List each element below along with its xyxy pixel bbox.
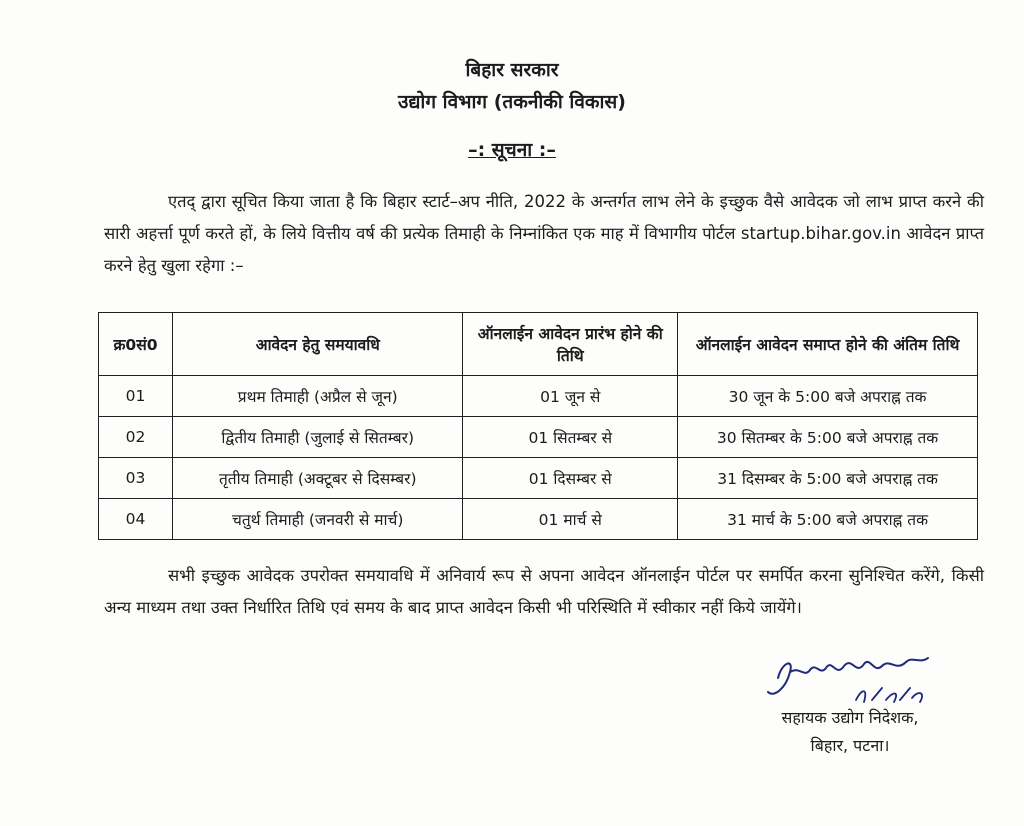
schedule-table bbox=[98, 312, 978, 540]
closing-paragraph: सभी इच्छुक आवेदक उपरोक्त समयावधि में अनिवार्य रूप से अपना आवेदन ऑनलाईन पोर्टल पर समर्पित करना सुनिश्चित करेंगे, किसी अन्य माध्यम तथा उक्त निर्धारित तिथि एवं समय के बाद प्राप्त आवेदन किसी भी परिस्थिति में स्वीकार नहीं किये जायेंगे। bbox=[104, 566, 984, 617]
cell-period: तृतीय तिमाही (अक्टूबर से दिसम्बर) bbox=[173, 458, 463, 499]
department-title: उद्योग विभाग (तकनीकी विकास) bbox=[398, 91, 626, 113]
cell-end-date: 31 दिसम्बर के 5:00 बजे अपराह्न तक bbox=[678, 458, 978, 499]
table-row bbox=[99, 417, 978, 458]
intro-paragraph: एतद् द्वारा सूचित किया जाता है कि बिहार स्टार्ट–अप नीति, 2022 के अन्तर्गत लाभ लेने के इच्छुक वैसे आवेदक जो लाभ प्राप्त करने की सारी अहर्त्ता पूर्ण करते हों, के लिये वित्तीय वर्ष की प्रत्येक तिमाही के निम्नांकित एक माह में विभागीय पोर्टल startup.bihar.gov.in आवेदन प्राप्त करने हेतु खुला रहेगा :– bbox=[104, 192, 984, 275]
notice-heading: –: सूचना :– bbox=[468, 139, 556, 161]
cell-end-date: 30 जून के 5:00 बजे अपराह्न तक bbox=[678, 376, 978, 417]
cell-start-date: 01 जून से bbox=[463, 376, 678, 417]
cell-serial: 01 bbox=[99, 376, 173, 417]
cell-end-date: 31 मार्च के 5:00 बजे अपराह्न तक bbox=[678, 499, 978, 540]
government-title: बिहार सरकार bbox=[465, 59, 559, 81]
cell-serial: 02 bbox=[99, 417, 173, 458]
col-header-start-date: ऑनलाईन आवेदन प्रारंभ होने की तिथि bbox=[463, 313, 678, 376]
col-header-serial: क्र0सं0 bbox=[99, 313, 173, 376]
cell-start-date: 01 दिसम्बर से bbox=[463, 458, 678, 499]
cell-period: द्वितीय तिमाही (जुलाई से सितम्बर) bbox=[173, 417, 463, 458]
cell-end-date: 30 सितम्बर के 5:00 बजे अपराह्न तक bbox=[678, 417, 978, 458]
cell-serial: 04 bbox=[99, 499, 173, 540]
col-header-period: आवेदन हेतु समयावधि bbox=[173, 313, 463, 376]
cell-start-date: 01 मार्च से bbox=[463, 499, 678, 540]
col-header-end-date: ऑनलाईन आवेदन समाप्त होने की अंतिम तिथि bbox=[678, 313, 978, 376]
table-row bbox=[99, 376, 978, 417]
table-header-row bbox=[99, 313, 978, 376]
table-row bbox=[99, 458, 978, 499]
office-location: बिहार, पटना। bbox=[810, 736, 890, 755]
cell-period: प्रथम तिमाही (अप्रैल से जून) bbox=[173, 376, 463, 417]
cell-serial: 03 bbox=[99, 458, 173, 499]
table-row bbox=[99, 499, 978, 540]
cell-period: चतुर्थ तिमाही (जनवरी से मार्च) bbox=[173, 499, 463, 540]
designation: सहायक उद्योग निदेशक, bbox=[781, 708, 919, 727]
cell-start-date: 01 सितम्बर से bbox=[463, 417, 678, 458]
handwritten-signature bbox=[760, 648, 940, 708]
